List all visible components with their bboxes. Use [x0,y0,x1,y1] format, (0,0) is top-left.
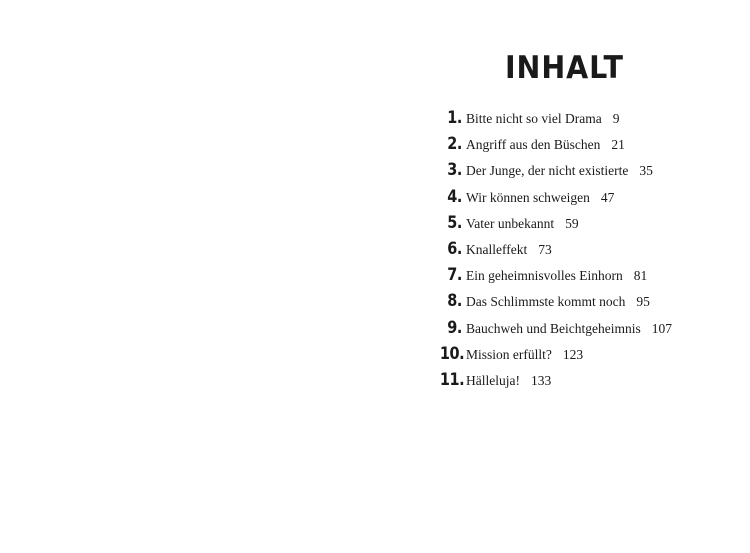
chapter-title: Bauchweh und Beichtgeheimnis [466,320,641,336]
toc-entry [436,291,672,317]
page-number: 95 [636,294,650,310]
page-number: 133 [530,372,552,388]
chapter-number: 5. [447,212,462,233]
toc-title: INHALT [505,50,624,86]
chapter-number: 7. [447,265,462,286]
chapter-title: Mission erfüllt? [466,346,552,362]
chapter-title: Vater unbekannt [466,215,555,231]
toc-entry [436,239,672,265]
chapter-title: Knalleffekt [466,241,528,257]
toc-entry [436,344,672,370]
toc-entry [436,213,672,239]
chapter-title: Hälleluja! [466,372,520,388]
toc-entry [436,318,672,344]
page-number: 73 [538,241,552,257]
chapter-number: 4. [447,186,462,207]
chapter-number: 9. [447,317,462,338]
chapter-number: 11. [439,369,465,390]
toc-entry [436,134,672,160]
chapter-title: Wir können schweigen [466,189,590,205]
page-number: 47 [600,189,615,205]
toc-entry [436,108,672,134]
toc-entry [436,187,672,213]
page-number: 35 [639,163,653,179]
chapter-title: Ein geheimnisvolles Einhorn [466,268,623,284]
page-number: 59 [565,215,579,231]
chapter-title: Bitte nicht so viel Drama [466,111,602,126]
toc-entry [436,265,672,291]
chapter-title: Das Schlimmste kommt noch [466,294,626,310]
chapter-number: 6. [447,238,462,259]
page-number: 9 [612,111,620,126]
chapter-number: 10. [439,343,465,364]
toc-entry [436,160,672,186]
chapter-number: 2. [447,134,462,155]
chapter-number: 3. [447,160,462,181]
page-number: 107 [651,320,672,336]
page-number: 81 [633,268,648,284]
chapter-title: Angriff aus den Büschen [466,137,601,153]
chapter-title: Der Junge, der nicht existierte [466,163,629,179]
chapter-number: 8. [447,291,462,312]
toc-entry [436,370,672,396]
page-number: 21 [611,137,625,153]
page-number: 123 [562,346,584,362]
chapter-number: 1. [447,108,462,128]
toc-list [436,108,672,396]
